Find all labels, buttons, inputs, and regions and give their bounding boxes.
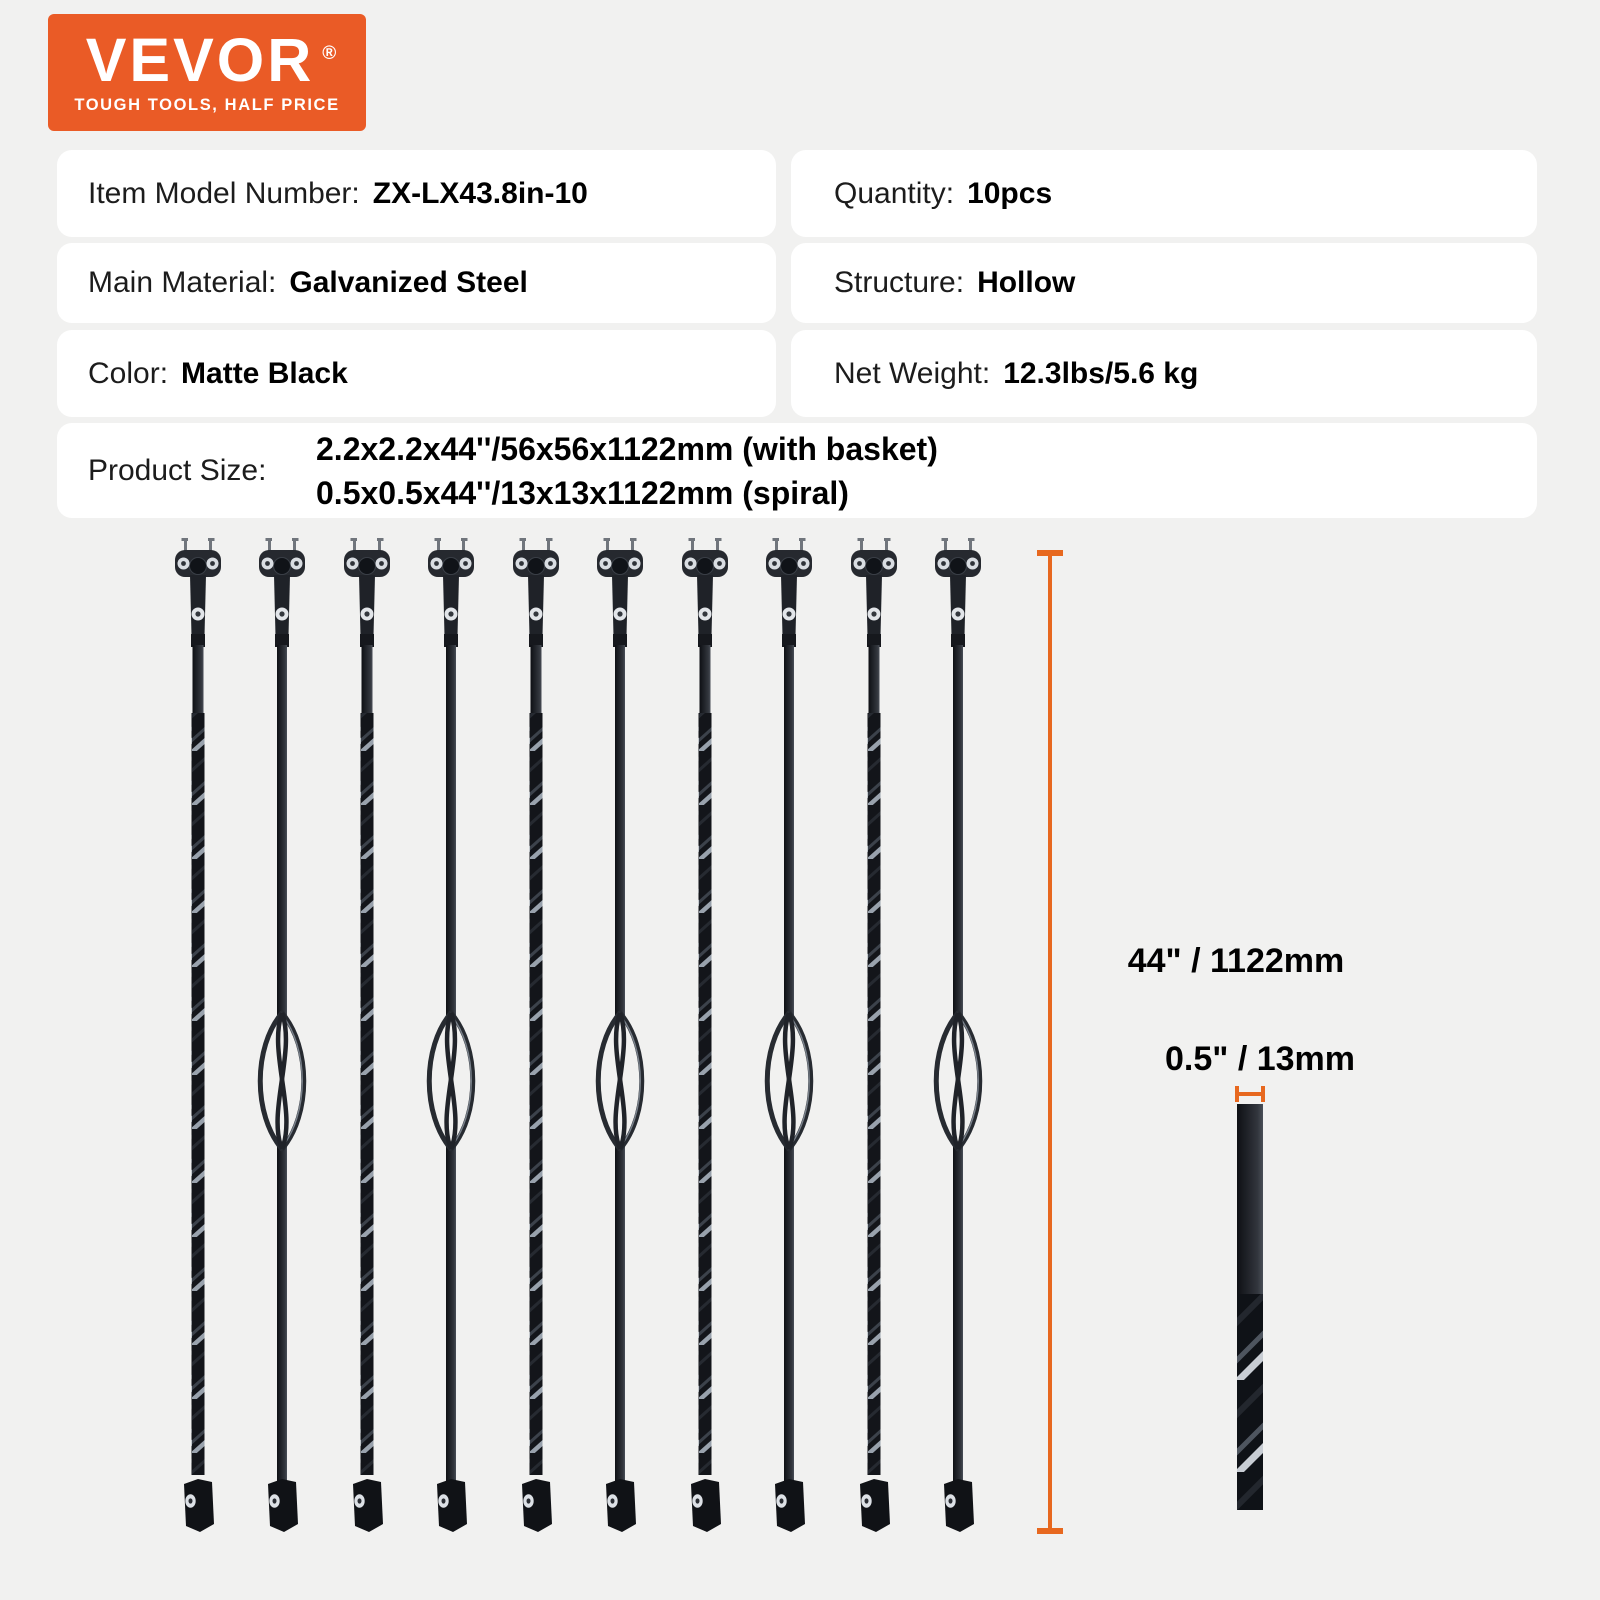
baluster-row-illustration (0, 535, 1600, 1535)
baluster-basket (237, 535, 327, 1535)
baluster-spiral (491, 535, 581, 1535)
thickness-dimension-marker (1235, 1086, 1265, 1102)
spec-label: Color: (88, 356, 169, 390)
baluster-spiral (322, 535, 412, 1535)
baluster-spiral (829, 535, 919, 1535)
product-size-line-basket: 2.2x2.2x44''/56x56x1122mm (with basket) (316, 430, 938, 467)
spec-card-product-size (57, 423, 1537, 518)
spec-card-weight (791, 330, 1537, 417)
baluster-basket (575, 535, 665, 1535)
spec-value: ZX-LX43.8in-10 (372, 176, 588, 210)
thickness-dimension-label: 0.5" / 13mm (1164, 1040, 1355, 1078)
baluster-spiral (153, 535, 243, 1535)
registered-mark: ® (322, 43, 337, 64)
spec-card-structure (791, 243, 1537, 323)
baluster-basket (744, 535, 834, 1535)
product-size-line-spiral: 0.5x0.5x44''/13x13x1122mm (spiral) (316, 474, 849, 511)
spec-value: 12.3lbs/5.6 kg (1003, 356, 1199, 390)
spec-value: Matte Black (181, 356, 348, 390)
spec-label: Quantity: (834, 176, 955, 210)
spec-label: Main Material: (88, 266, 277, 299)
brand-tagline: TOUGH TOOLS, HALF PRICE (74, 96, 340, 114)
spec-value: 10pcs (967, 176, 1053, 210)
baluster-basket (913, 535, 1003, 1535)
vevor-logo (48, 14, 366, 131)
spec-card-material (57, 243, 776, 323)
baluster-basket (406, 535, 496, 1535)
spec-value: Galvanized Steel (289, 266, 528, 299)
brand-wordmark: VEVOR ® (85, 26, 337, 94)
spec-card-color (57, 330, 776, 417)
spec-card-model (57, 150, 776, 237)
spec-card-quantity (791, 150, 1537, 237)
spec-label: Net Weight: (834, 356, 991, 390)
product-size-values (316, 427, 938, 515)
height-dimension-label: 44" / 1122mm (1127, 942, 1345, 980)
spec-label: Item Model Number: (88, 176, 360, 210)
spec-table (57, 150, 1537, 518)
baluster-closeup-sample (1237, 1104, 1263, 1510)
spec-value: Hollow (977, 266, 1076, 299)
spec-label: Product Size: (88, 453, 267, 487)
baluster-spiral (660, 535, 750, 1535)
spec-label: Structure: (834, 266, 965, 299)
height-dimension-line (1037, 550, 1063, 1534)
